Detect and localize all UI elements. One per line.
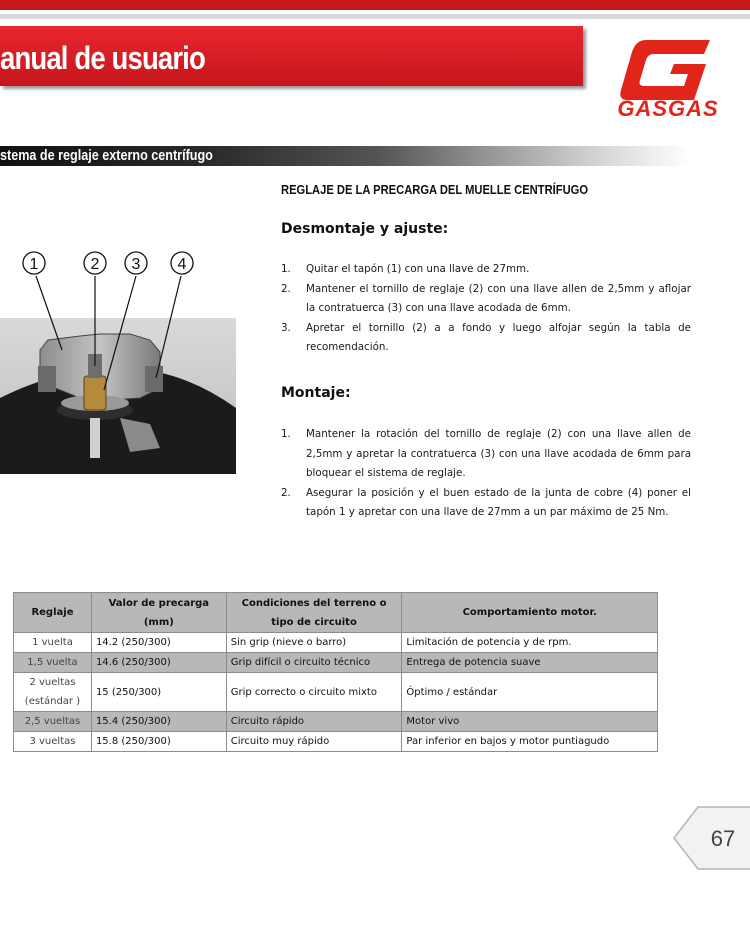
svg-text:4: 4 xyxy=(177,256,187,273)
step-number: 3. xyxy=(281,321,291,334)
cell-valor: 15.4 (250/300) xyxy=(91,712,226,732)
table-row xyxy=(14,673,658,712)
col-header-valor: Valor de precarga (mm) xyxy=(91,593,226,633)
step-text: Mantener la rotación del tornillo de reglaje (2) con una llave allen de 2,5mm y apretar la contratuerca (3) con una llave acodada de 6mm para bloquear el sistema de reglaje. xyxy=(306,428,691,479)
cell-comportamiento: Óptimo / estándar xyxy=(402,673,658,712)
table-row xyxy=(14,653,658,673)
locknut-left xyxy=(38,366,56,392)
step-number: 2. xyxy=(281,486,291,499)
content-heading: REGLAJE DE LA PRECARGA DEL MUELLE CENTRÍFUGO xyxy=(281,182,589,197)
assembly-title: Montaje: xyxy=(281,385,351,401)
shaft xyxy=(90,418,100,458)
cell-reglaje: 2 vueltas (estándar ) xyxy=(14,673,92,712)
section-title: stema de reglaje externo centrífugo xyxy=(0,147,213,164)
col-header-condiciones: Condiciones del terreno o tipo de circuito xyxy=(226,593,402,633)
callout-4 xyxy=(171,252,193,274)
table-row xyxy=(14,732,658,752)
svg-text:1: 1 xyxy=(29,256,39,273)
step-number: 2. xyxy=(281,282,291,295)
page-title: anual de usuario xyxy=(0,40,205,76)
col-header-comportamiento: Comportamiento motor. xyxy=(402,593,658,633)
list-item xyxy=(281,260,691,280)
cell-valor: 14.6 (250/300) xyxy=(91,653,226,673)
cell-comportamiento: Motor vivo xyxy=(402,712,658,732)
callout-1 xyxy=(23,252,45,274)
page-number: 67 xyxy=(710,826,736,851)
cell-comportamiento: Limitación de potencia y de rpm. xyxy=(402,633,658,653)
step-text: Apretar el tornillo (2) a a fondo y luego alfojar según la tabla de recomendación. xyxy=(306,321,691,353)
callout-3 xyxy=(125,252,147,274)
adjuster-screw xyxy=(84,376,106,410)
callout-2 xyxy=(84,252,106,274)
list-item xyxy=(281,425,691,484)
step-number: 1. xyxy=(281,428,291,440)
step-text: Mantener el tornillo de reglaje (2) con una llave allen de 2,5mm y aflojar la contratuerca (3) con una llave acodada de 6mm. xyxy=(306,282,691,314)
brand-name: GASGAS xyxy=(617,96,719,121)
svg-text:3: 3 xyxy=(131,256,141,273)
cell-condiciones: Sin grip (nieve o barro) xyxy=(226,633,402,653)
step-number: 1. xyxy=(281,263,291,275)
cell-comportamiento: Entrega de potencia suave xyxy=(402,653,658,673)
cell-condiciones: Circuito rápido xyxy=(226,712,402,732)
step-text: Asegurar la posición y el buen estado de la junta de cobre (4) poner el tapón 1 y apretar con una llave de 27mm a un par máximo de 25 Nm. xyxy=(306,486,691,518)
disassembly-steps xyxy=(281,260,691,358)
table-row xyxy=(14,633,658,653)
cell-reglaje: 1 vuelta xyxy=(14,633,92,653)
list-item xyxy=(281,484,691,523)
cell-valor: 15.8 (250/300) xyxy=(91,732,226,752)
svg-text:2: 2 xyxy=(90,256,100,273)
disassembly-title: Desmontaje y ajuste: xyxy=(281,221,449,237)
preload-table xyxy=(13,592,658,752)
top-red-line xyxy=(0,0,750,10)
cell-condiciones: Circuito muy rápido xyxy=(226,732,402,752)
cell-reglaje: 2,5 vueltas xyxy=(14,712,92,732)
cell-reglaje: 1,5 vuelta xyxy=(14,653,92,673)
g-emblem-icon xyxy=(620,40,710,100)
cell-reglaje: 3 vueltas xyxy=(14,732,92,752)
assembly-steps xyxy=(281,425,691,523)
cell-comportamiento: Par inferior en bajos y motor puntiagudo xyxy=(402,732,658,752)
col-header-reglaje: Reglaje xyxy=(14,593,92,633)
step-text: Quitar el tapón (1) con una llave de 27mm. xyxy=(306,263,530,275)
cell-condiciones: Grip correcto o circuito mixto xyxy=(226,673,402,712)
list-item xyxy=(281,280,691,319)
table-header-row xyxy=(14,593,658,633)
table-row xyxy=(14,712,658,732)
cell-condiciones: Grip difícil o circuito técnico xyxy=(226,653,402,673)
locknut-right xyxy=(145,366,163,392)
top-gray-line xyxy=(0,14,750,19)
cell-valor: 15 (250/300) xyxy=(91,673,226,712)
list-item xyxy=(281,319,691,358)
adjuster-figure xyxy=(0,248,238,476)
cell-valor: 14.2 (250/300) xyxy=(91,633,226,653)
